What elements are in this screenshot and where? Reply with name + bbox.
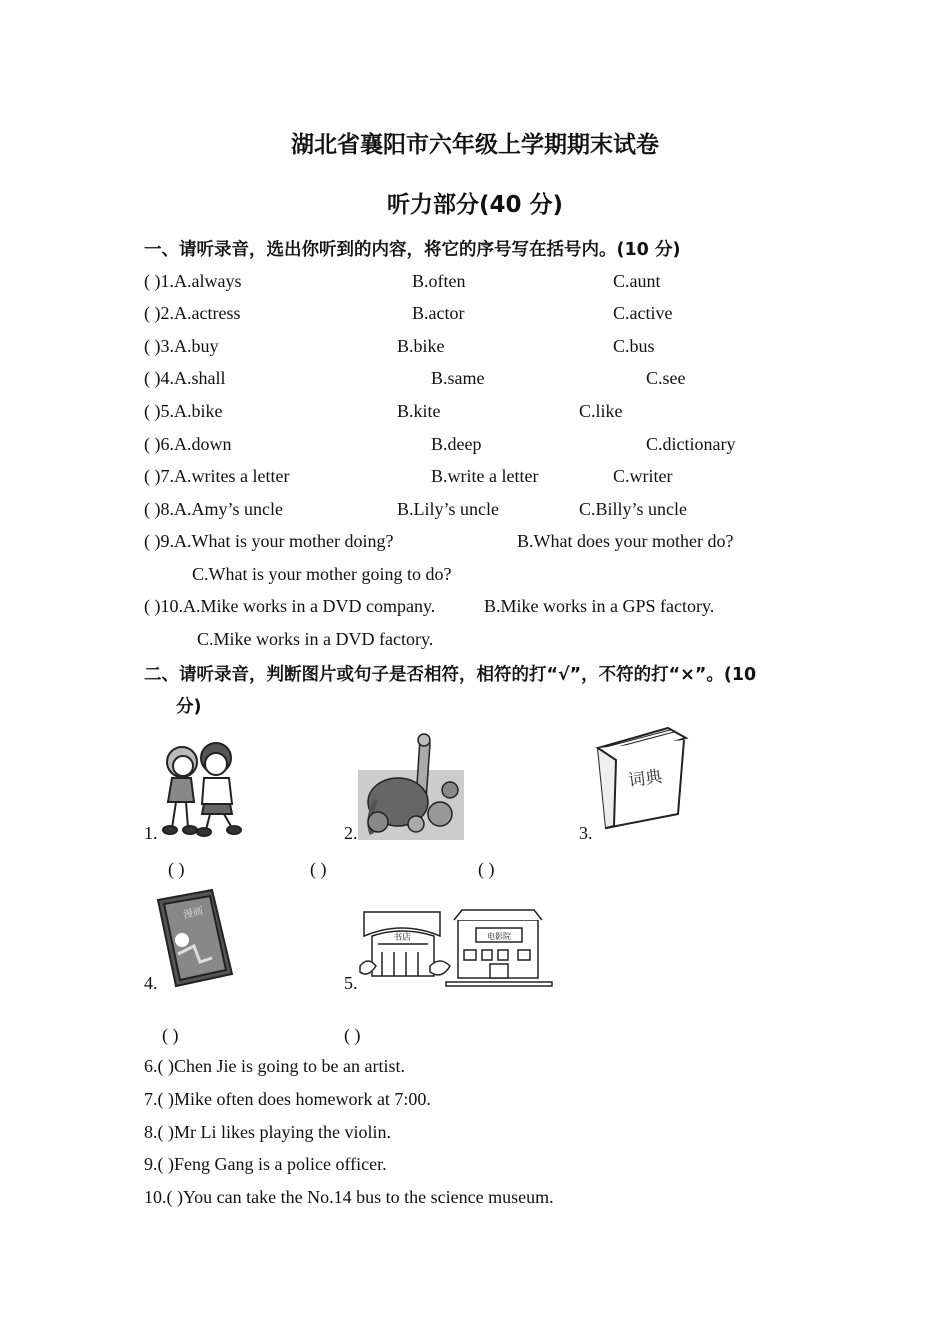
section2-heading-line2: 分)	[176, 697, 202, 717]
q3-option-b: B.bike	[397, 336, 445, 356]
q8-stem: ( )8.A.Amy’s uncle	[144, 499, 283, 519]
sentence-9: 9.( )Feng Gang is a police officer.	[144, 1154, 387, 1174]
q1-stem: ( )1.A.always	[144, 271, 242, 291]
q7-option-c: C.writer	[613, 466, 673, 486]
picture-label-2: 2.	[344, 823, 358, 843]
sentence-8: 8.( )Mr Li likes playing the violin.	[144, 1122, 391, 1142]
cinema-label: 电影院	[487, 932, 511, 941]
zoo-animals-picture	[358, 730, 464, 840]
q5-option-c: C.like	[579, 401, 623, 421]
q5-option-b: B.kite	[397, 401, 441, 421]
q10-stem: ( )10.A.Mike works in a DVD company.	[144, 596, 436, 616]
q6-option-b: B.deep	[431, 434, 482, 454]
q5-stem: ( )5.A.bike	[144, 401, 223, 421]
q1-option-c: C.aunt	[613, 271, 661, 291]
sentence-10: 10.( )You can take the No.14 bus to the science museum.	[144, 1187, 554, 1207]
dictionary-book-picture	[594, 722, 690, 832]
answer-blank-3[interactable]: ( )	[478, 859, 495, 879]
q4-option-b: B.same	[431, 368, 485, 388]
q9-stem: ( )9.A.What is your mother doing?	[144, 531, 394, 551]
page-title: 湖北省襄阳市六年级上学期期末试卷	[291, 132, 659, 158]
answer-blank-2[interactable]: ( )	[310, 859, 327, 879]
q7-option-b: B.write a letter	[431, 466, 539, 486]
q4-stem: ( )4.A.shall	[144, 368, 226, 388]
answer-blank-1[interactable]: ( )	[168, 859, 185, 879]
q2-stem: ( )2.A.actress	[144, 303, 241, 323]
sentence-6: 6.( )Chen Jie is going to be an artist.	[144, 1056, 405, 1076]
sentence-7: 7.( )Mike often does homework at 7:00.	[144, 1089, 431, 1109]
bookstore-cinema-picture	[358, 906, 554, 990]
dictionary-label: 词典	[627, 766, 664, 792]
comic-book-picture	[154, 888, 236, 990]
q3-stem: ( )3.A.buy	[144, 336, 219, 356]
q1-option-b: B.often	[412, 271, 466, 291]
q9-option-c: C.What is your mother going to do?	[192, 564, 452, 584]
q2-option-b: B.actor	[412, 303, 465, 323]
children-walking-picture	[154, 738, 248, 840]
picture-label-1: 1.	[144, 823, 158, 843]
picture-label-4: 4.	[144, 973, 158, 993]
q9-option-b: B.What does your mother do?	[517, 531, 734, 551]
section2-heading-line1: 二、请听录音，判断图片或句子是否相符，相符的打“√”，不符的打“×”。(10	[144, 665, 757, 685]
answer-blank-5[interactable]: ( )	[344, 1025, 361, 1045]
q4-option-c: C.see	[646, 368, 686, 388]
q6-option-c: C.dictionary	[646, 434, 736, 454]
q7-stem: ( )7.A.writes a letter	[144, 466, 290, 486]
q6-stem: ( )6.A.down	[144, 434, 232, 454]
picture-label-3: 3.	[579, 823, 593, 843]
q8-option-c: C.Billy’s uncle	[579, 499, 687, 519]
comic-label: 漫画	[182, 906, 205, 921]
page-subtitle: 听力部分(40 分)	[386, 192, 564, 218]
q10-option-c: C.Mike works in a DVD factory.	[197, 629, 434, 649]
picture-label-5: 5.	[344, 973, 358, 993]
q8-option-b: B.Lily’s uncle	[397, 499, 499, 519]
q2-option-c: C.active	[613, 303, 673, 323]
q3-option-c: C.bus	[613, 336, 655, 356]
section1-heading: 一、请听录音，选出你听到的内容，将它的序号写在括号内。(10 分)	[144, 240, 681, 260]
bookstore-label: 书店	[392, 933, 412, 943]
q10-option-b: B.Mike works in a GPS factory.	[484, 596, 715, 616]
answer-blank-4[interactable]: ( )	[162, 1025, 179, 1045]
